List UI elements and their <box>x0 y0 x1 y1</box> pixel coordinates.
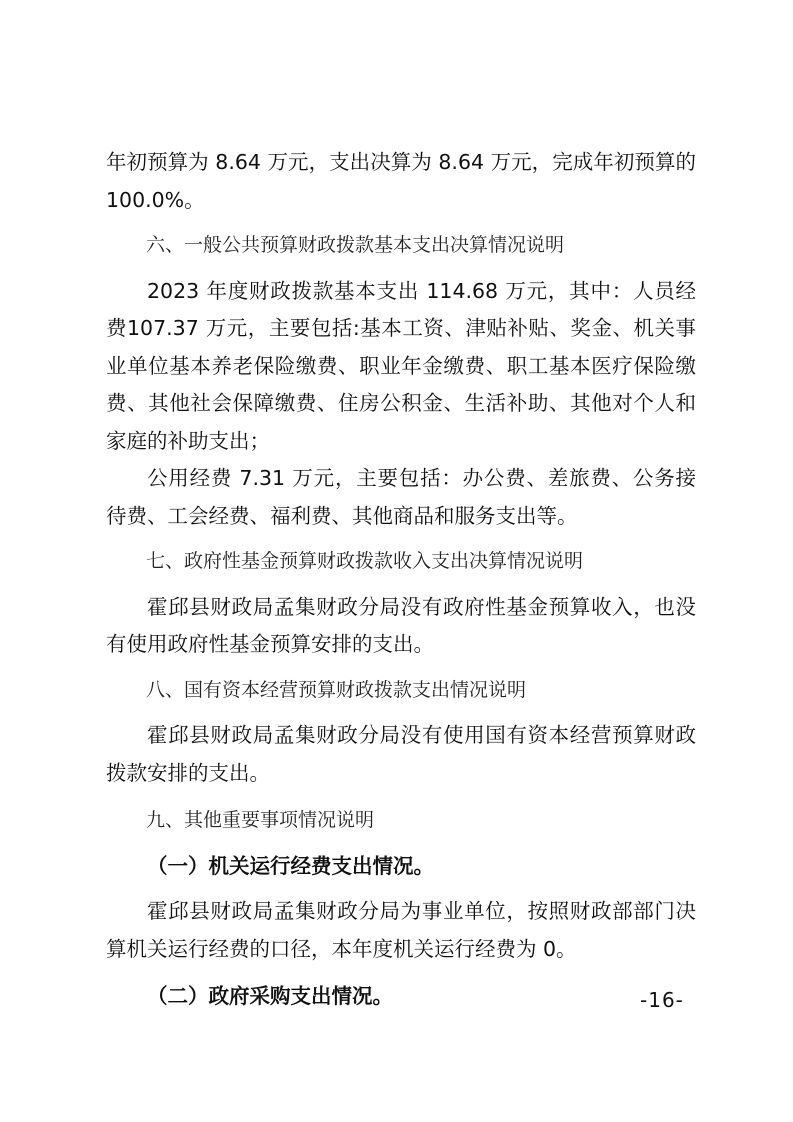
paragraph-budget-completion: 年初预算为 8.64 万元，支出决算为 8.64 万元，完成年初预算的100.0%。 <box>106 150 696 212</box>
document-body <box>106 144 696 1016</box>
paragraph-state-capital: 霍邱县财政局孟集财政分局没有使用国有资本经营预算财政拨款安排的支出。 <box>106 723 696 785</box>
subheading-operating-expenses: （一）机关运行经费支出情况。 <box>147 853 434 878</box>
section-heading-7: 七、政府性基金预算财政拨款收入支出决算情况说明 <box>146 550 584 572</box>
paragraph-public-expenses: 公用经费 7.31 万元，主要包括：办公费、差旅费、公务接待费、工会经费、福利费、其他商品和服务支出等。 <box>106 466 696 528</box>
paragraph-basic-expenditure: 2023 年度财政拨款基本支出 114.68 万元，其中：人员经费107.37 万元，主要包括:基本工资、津贴补贴、奖金、机关事业单位基本养老保险缴费、职业年金缴费、职工基本医疗保险缴费、其他社会保障缴费、住房公积金、生活补助、其他对个人和家庭的补助支出； <box>106 278 696 453</box>
page-number: -16- <box>640 988 684 1012</box>
section-heading-8: 八、国有资本经营预算财政拨款支出情况说明 <box>146 678 527 701</box>
paragraph-operating-expenses: 霍邱县财政局孟集财政分局为事业单位，按照财政部部门决算机关运行经费的口径，本年度机关运行经费为 0。 <box>106 899 696 961</box>
subheading-procurement: （二）政府采购支出情况。 <box>147 984 393 1008</box>
section-heading-6: 六、一般公共预算财政拨款基本支出决算情况说明 <box>146 234 565 256</box>
paragraph-government-fund: 霍邱县财政局孟集财政分局没有政府性基金预算收入，也没有使用政府性基金预算安排的支出。 <box>106 594 696 656</box>
section-heading-9: 九、其他重要事项情况说明 <box>146 809 375 831</box>
